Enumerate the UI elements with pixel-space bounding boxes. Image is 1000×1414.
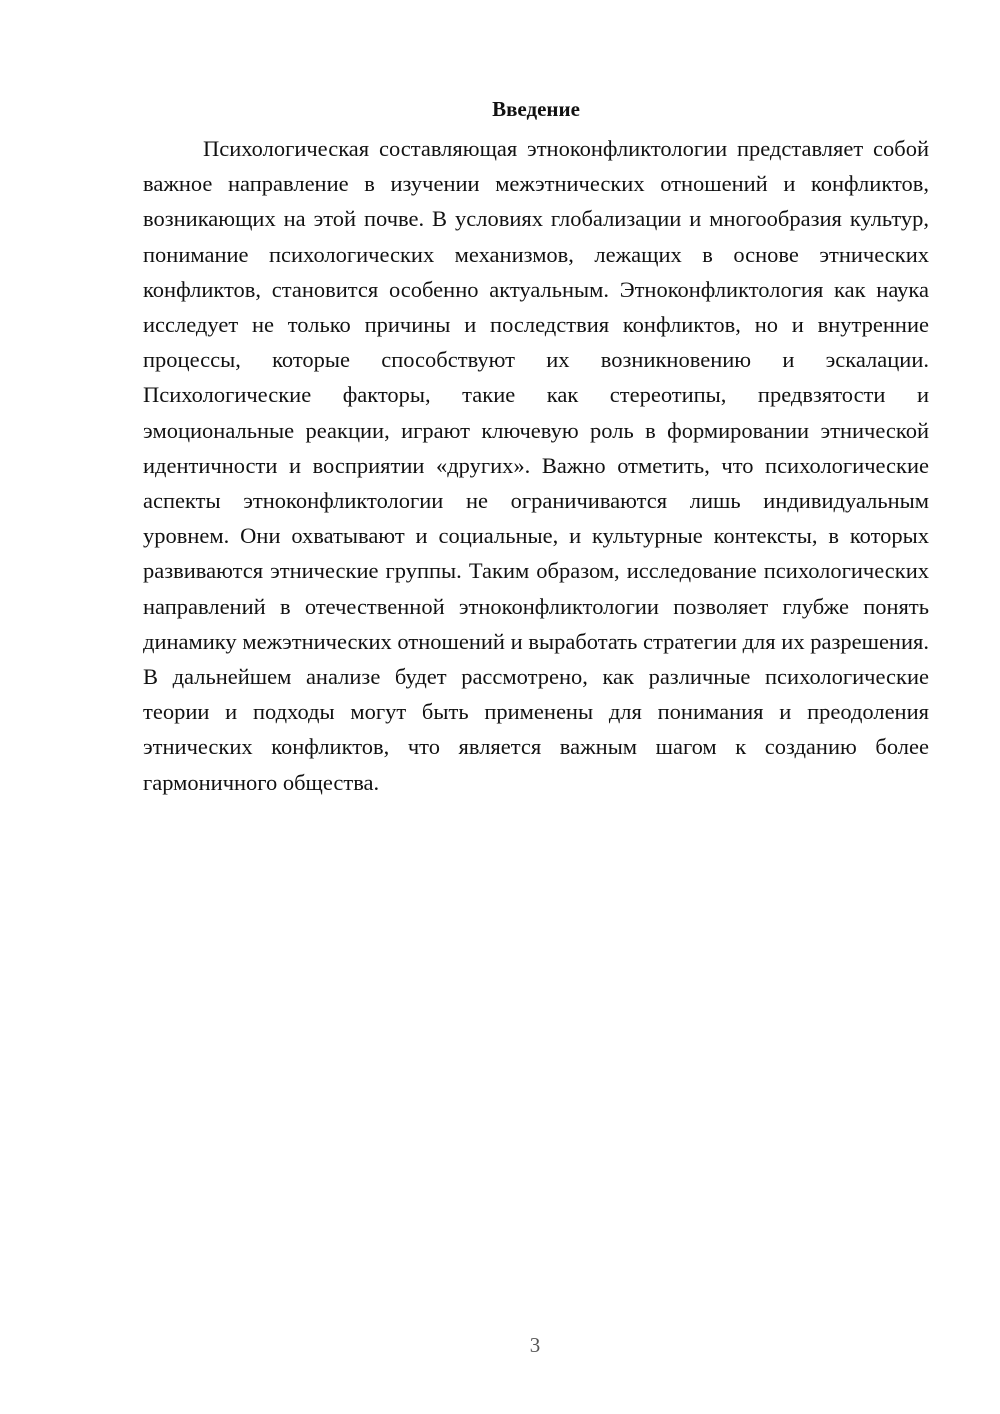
page-number: 3 bbox=[529, 1333, 541, 1357]
section-heading: Введение bbox=[492, 97, 580, 121]
body-paragraph: Психологическая составляющая этноконфликтологии представляет собой важное направление в изучении межэтнических отношений и конфликтов, возникающих на этой почве. В условиях глобализации и многообразия культур, понимание психологических механизмов, лежащих в основе этнических конфликтов, становится особенно актуальным. Этноконфликтология как наука исследует не только причины и последствия конфликтов, но и внутренние процессы, которые способствуют их возникновению и эскалации. Психологические факторы, такие как стереотипы, предвзятости и эмоциональные реакции, играют ключевую роль в формировании этнической идентичности и восприятии «других». Важно отметить, что психологические аспекты этноконфликтологии не ограничиваются лишь индивидуальным уровнем. Они охватывают и социальные, и культурные контексты, в которых развиваются этнические группы. Таким образом, исследование психологических направлений в отечественной этноконфликтологии позволяет глубже понять динамику межэтнических отношений и выработать стратегии для их разрешения. В дальнейшем анализе будет рассмотрено, как различные психологические теории и подходы могут быть применены для понимания и преодоления этнических конфликтов, что является важным шагом к созданию более гармоничного общества. bbox=[143, 136, 929, 795]
page-content bbox=[143, 92, 929, 800]
